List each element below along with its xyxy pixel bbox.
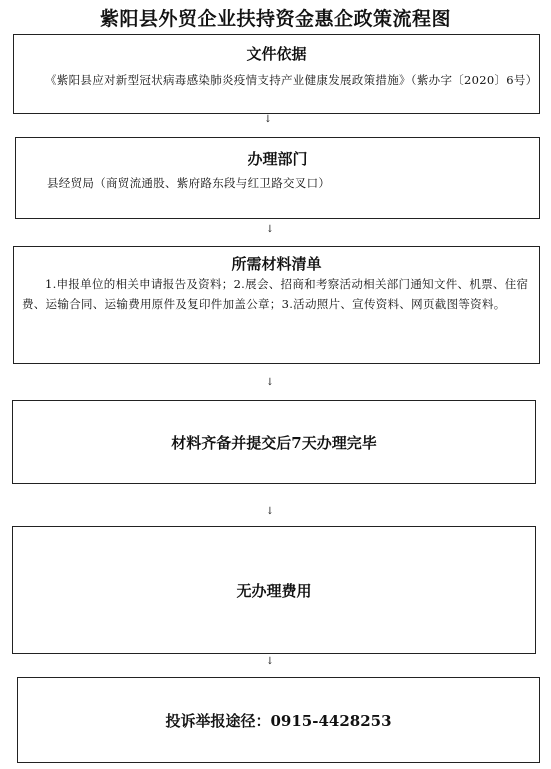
department-text: 县经贸局（商贸流通股、紫府路东段与红卫路交叉口） <box>47 176 331 190</box>
basis-heading: 文件依据 <box>246 45 307 63</box>
page-title: 紫阳县外贸企业扶持资金惠企政策流程图 <box>99 8 451 30</box>
arrow-down-icon: ↓ <box>265 377 275 388</box>
arrow-down-icon: ↓ <box>265 656 275 667</box>
fee-box <box>12 526 536 654</box>
arrow-down-icon: ↓ <box>263 114 273 125</box>
department-heading: 办理部门 <box>247 150 308 168</box>
complaint-box <box>17 677 540 763</box>
materials-box <box>13 246 540 364</box>
materials-text: 1.申报单位的相关申请报告及资料；2.展会、招商和考察活动相关部门通知文件、机票、住宿费、运输合同、运输费用原件及复印件加盖公章；3.活动照片、宣传资料、网页截图等资料。 <box>22 277 529 311</box>
arrow-down-icon: ↓ <box>265 224 275 235</box>
arrow-down-icon: ↓ <box>265 506 275 517</box>
timeline-text: 材料齐备并提交后7天办理完毕 <box>171 433 377 452</box>
timeline-box <box>12 400 536 484</box>
department-box <box>15 137 540 219</box>
fee-text: 无办理费用 <box>236 581 312 600</box>
complaint-text: 投诉举报途径：0915-4428253 <box>165 711 392 730</box>
basis-box <box>13 34 540 114</box>
basis-text: 《紫阳县应对新型冠状病毒感染肺炎疫情支持产业健康发展政策措施》（紫办字〔2020〕6号） <box>45 73 538 87</box>
materials-heading: 所需材料清单 <box>231 255 322 273</box>
